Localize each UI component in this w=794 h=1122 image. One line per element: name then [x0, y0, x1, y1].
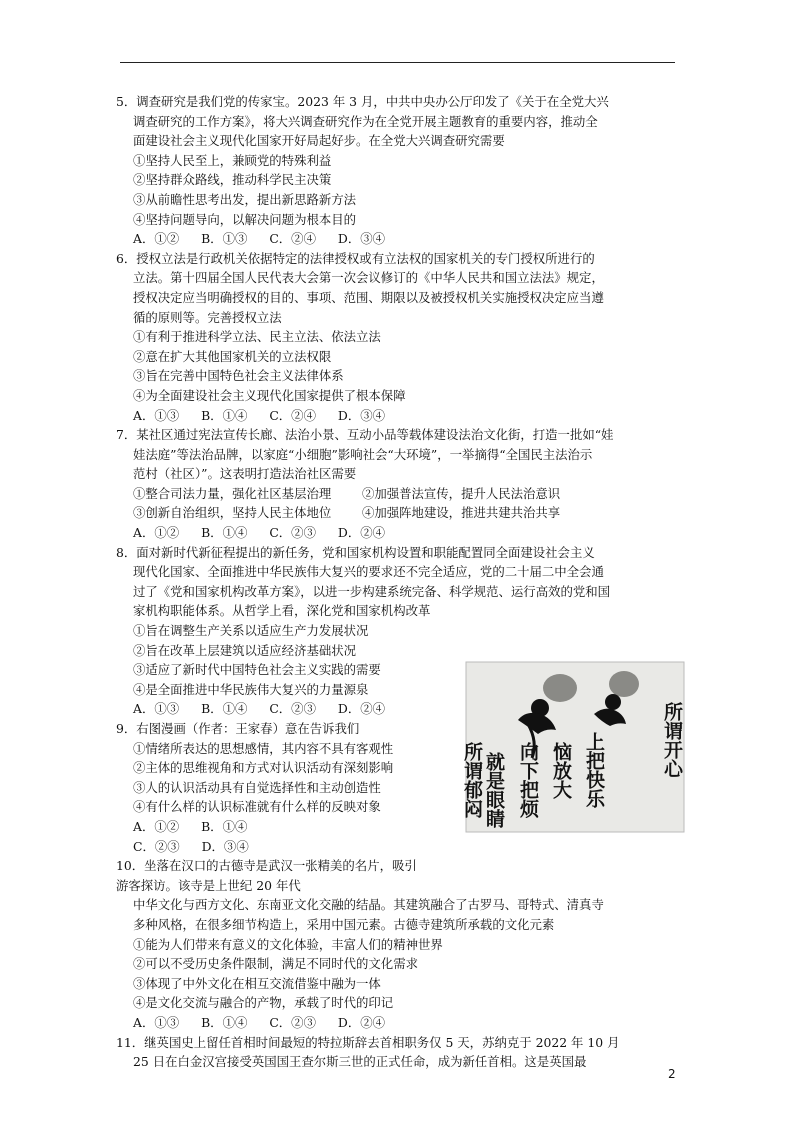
- cartoon-text-col: 就是眼睛: [483, 752, 505, 828]
- option-statement: ④为全面建设社会主义现代化国家提供了根本保障: [133, 387, 406, 403]
- option-statement: ③人的认识活动具有自觉选择性和主动创造性: [133, 779, 381, 795]
- cartoon-text-col: 所谓郁闷: [461, 742, 483, 818]
- answer-choice-a[interactable]: A．①②: [133, 525, 180, 541]
- header-rule: [120, 62, 675, 63]
- question-stem-line: 5．调查研究是我们党的传家宝。2023 年 3 月，中共中央办公厅印发了《关于在全党大兴: [116, 94, 609, 109]
- answer-choice-d[interactable]: D．②④: [337, 701, 386, 717]
- option-statement: ①旨在调整生产关系以适应生产力发展状况: [133, 623, 369, 639]
- answer-choice-b[interactable]: B．①④: [201, 701, 248, 717]
- option-statement: ①坚持人民至上，兼顾党的特殊利益: [133, 152, 332, 168]
- answer-choice-c[interactable]: C．②③: [269, 701, 316, 717]
- question-9: [116, 719, 461, 856]
- question-stem-line: 立法。第十四届全国人民代表大会第一次会议修订的《中华人民共和国立法法》规定，: [133, 270, 604, 286]
- option-statement: ③旨在完善中国特色社会主义法律体系: [133, 368, 344, 384]
- answer-choice-d[interactable]: D．③④: [201, 838, 249, 854]
- question-stem-line: 25 日在白金汉宫接受英国国王查尔斯三世的正式任命，成为新任首相。这是英国最: [133, 1054, 587, 1070]
- question-stem-line: 中华文化与西方文化、东南亚文化交融的结晶。其建筑融合了古罗马、哥特式、清真寺: [133, 897, 604, 913]
- answer-choices: [116, 523, 678, 543]
- option-statement: ④有什么样的认识标准就有什么样的反映对象: [133, 799, 381, 815]
- answer-choice-c[interactable]: C．②③: [133, 838, 180, 854]
- question-6: [116, 249, 678, 425]
- option-statement: ④是文化交流与融合的产物，承载了时代的印记: [133, 995, 394, 1011]
- option-statement: ②可以不受历史条件限制，满足不同时代的文化需求: [133, 956, 418, 972]
- answer-choice-a[interactable]: A．①③: [133, 1014, 180, 1030]
- question-stem-line: 10．坐落在汉口的古德寺是武汉一张精美的名片，吸引: [116, 858, 417, 874]
- cartoon-image: [461, 662, 684, 832]
- option-statement: ③体现了中外文化在相互交流借鉴中融为一体: [133, 975, 381, 991]
- cartoon-text-col: 上把快乐: [583, 732, 605, 808]
- page-number: 2: [668, 1067, 676, 1081]
- answer-choice-b[interactable]: B．①④: [201, 407, 248, 423]
- question-stem-line: 现代化国家、全面推进中华民族伟大复兴的要求还不完全适应，党的二十届二中全会通: [133, 564, 604, 580]
- answer-choice-d[interactable]: D．③④: [337, 231, 386, 247]
- question-stem-line: 多种风格，在很多细节构造上，采用中国元素。古德寺建筑所承载的文化元素: [133, 916, 555, 932]
- answer-choice-a[interactable]: A．①②: [133, 231, 180, 247]
- answer-choice-b[interactable]: B．①④: [201, 525, 248, 541]
- answer-choices: [116, 1013, 678, 1033]
- question-stem-line: 6．授权立法是行政机关依据特定的法律授权或有立法权的国家机关的专门授权所进行的: [116, 250, 595, 266]
- answer-choice-d[interactable]: D．③④: [337, 407, 386, 423]
- answer-choice-c[interactable]: C．②④: [269, 231, 316, 247]
- answer-choice-b[interactable]: B．①③: [201, 231, 248, 247]
- option-statement: ④坚持问题导向，以解决问题为根本目的: [133, 211, 357, 227]
- option-statement: ①有利于推进科学立法、民主立法、依法立法: [133, 329, 381, 345]
- question-5: [116, 92, 678, 249]
- cartoon-text-col: 所谓开心: [661, 702, 683, 778]
- option-statement: ③从前瞻性思考出发，提出新思路新方法: [133, 191, 357, 207]
- answer-choice-c[interactable]: C．②③: [269, 1014, 316, 1030]
- question-stem-line: 范村（社区）”。这表明打造法治社区需要: [133, 466, 357, 482]
- answer-choice-a[interactable]: A．①③: [133, 407, 180, 423]
- answer-choices: [116, 229, 678, 249]
- question-stem-line: 过了《党和国家机构改革方案》，以进一步构建系统完备、科学规范、运行高效的党和国: [133, 583, 611, 599]
- question-stem-line: 家机构职能体系。从哲学上看，深化党和国家机构改革: [133, 603, 431, 619]
- option-statement: ②旨在改革上层建筑以适应经济基础状况: [133, 642, 357, 658]
- cartoon-text-col: 向下把烦: [517, 742, 539, 818]
- question-stem-line: 7．某社区通过宪法宣传长廊、法治小景、互动小品等载体建设法治文化街，打造一批如“娃: [116, 427, 614, 443]
- option-statement: ②意在扩大其他国家机关的立法权限: [133, 348, 332, 364]
- answer-choices: [116, 817, 461, 837]
- option-statement: ③适应了新时代中国特色社会主义实践的需要: [133, 662, 381, 678]
- question-stem-line: 循的原则等。完善授权立法: [133, 309, 282, 325]
- question-stem-line: 娃法庭”等法治品牌，以家庭“小细胞”影响社会“大环境”，一举摘得“全国民主法治示: [133, 446, 593, 462]
- question-7: [116, 425, 678, 543]
- option-pair: [116, 484, 678, 504]
- answer-choices: [116, 837, 461, 857]
- option-statement: ②坚持群众路线，推动科学民主决策: [133, 172, 332, 188]
- option-statement: ①整合司法力量，强化社区基层治理: [133, 485, 332, 501]
- question-10: [116, 856, 678, 1032]
- option-statement: ③创新自治组织，坚持人民主体地位: [133, 505, 332, 521]
- option-statement: ②加强普法宣传，提升人民法治意识: [361, 485, 561, 501]
- answer-choice-c[interactable]: C．②③: [269, 525, 316, 541]
- answer-choice-b[interactable]: B．①④: [201, 1014, 248, 1030]
- question-stem-line: 11．继英国史上留任首相时间最短的特拉斯辞去首相职务仅 5 天，苏纳克于 2022 年 10 月: [116, 1034, 620, 1050]
- answer-choice-b[interactable]: B．①④: [201, 818, 248, 834]
- exam-content: [116, 92, 678, 1072]
- option-statement: ①能为人们带来有意义的文化体验，丰富人们的精神世界: [133, 936, 443, 952]
- answer-choice-a[interactable]: A．①②: [133, 818, 180, 834]
- cartoon-text-col: 恼放大: [550, 742, 572, 799]
- option-statement: ④是全面推进中华民族伟大复兴的力量源泉: [133, 681, 369, 697]
- question-stem-line: 面建设社会主义现代化国家开好局起好步。在全党大兴调查研究需要: [133, 133, 505, 149]
- option-statement: ④加强阵地建设，推进共建共治共享: [361, 505, 561, 521]
- option-statement: ②主体的思维视角和方式对认识活动有深刻影响: [133, 760, 394, 776]
- question-stem-line: 调查研究的工作方案》，将大兴调查研究作为在全党开展主题教育的重要内容，推动全: [133, 113, 598, 129]
- question-stem-line: 8．面对新时代新征程提出的新任务，党和国家机构设置和职能配置同全面建设社会主义: [116, 544, 595, 560]
- question-11: [116, 1033, 678, 1072]
- answer-choice-d[interactable]: D．②④: [337, 1014, 386, 1030]
- option-statement: ①情绪所表达的思想感情，其内容不具有客观性: [133, 740, 394, 756]
- option-pair: [116, 503, 678, 523]
- question-stem-line: 9．右图漫画（作者：王家春）意在告诉我们: [116, 721, 360, 736]
- answer-choice-c[interactable]: C．②④: [269, 407, 316, 423]
- question-stem-line: 游客探访。该寺是上世纪 20 年代: [116, 877, 301, 893]
- answer-choice-d[interactable]: D．②④: [337, 525, 386, 541]
- question-stem-line: 授权决定应当明确授权的目的、事项、范围、期限以及被授权机关实施授权决定应当遵: [133, 289, 604, 305]
- answer-choices: [116, 406, 678, 426]
- answer-choice-a[interactable]: A．①③: [133, 701, 180, 717]
